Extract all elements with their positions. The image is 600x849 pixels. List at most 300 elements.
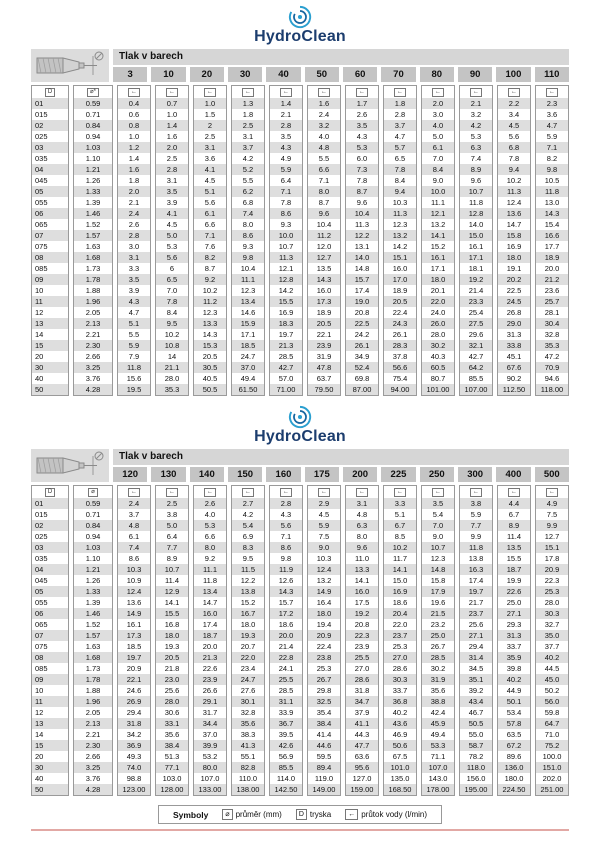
- table-cell: 3.5: [346, 120, 378, 131]
- table-cell: 1.39: [85, 598, 101, 607]
- table-cell: 15.2: [430, 242, 446, 251]
- table-cell: 19.7: [278, 330, 294, 339]
- table-cell: 13.0: [544, 198, 560, 207]
- brand-name: HydroClean: [254, 28, 346, 45]
- table-cell: 11: [32, 696, 68, 707]
- table-cell: 31.1: [270, 696, 302, 707]
- table-cell: 33.8: [498, 340, 530, 351]
- column-cells: [270, 498, 302, 795]
- table-cell: 1.78: [74, 674, 112, 685]
- table-cell: 1.88: [85, 286, 101, 295]
- table-cell: 53.3: [422, 740, 454, 751]
- table-cell: 0.94: [85, 532, 101, 541]
- table-cell: 04: [32, 564, 68, 575]
- table-cell: 27.1: [498, 608, 530, 619]
- table-cell: 6.9: [242, 532, 254, 541]
- table-cell: 18.3: [270, 318, 302, 329]
- table-cell: 1.26: [85, 176, 101, 185]
- table-cell: 5.9: [546, 132, 558, 141]
- table-cell: 075: [35, 642, 48, 651]
- table-cell: 56.0: [536, 696, 568, 707]
- table-cell: 4.28: [74, 784, 112, 795]
- table-cell: 18.5: [232, 340, 264, 351]
- column-cells: [308, 98, 340, 395]
- flow-icon: ←: [280, 488, 292, 497]
- table-cell: 9.9: [470, 532, 482, 541]
- pressure-header-row: [113, 67, 569, 82]
- table-cell: 23.8: [308, 652, 340, 663]
- table-cell: 2.05: [85, 308, 101, 317]
- column-cells: [74, 98, 112, 395]
- table-cell: 15.7: [346, 274, 378, 285]
- flow-icon: ←: [318, 488, 330, 497]
- pressure-header: 30: [228, 67, 262, 82]
- table-cell: 1.21: [74, 164, 112, 175]
- table-cell: 8.9: [166, 554, 178, 563]
- table-cell: 11.1: [232, 274, 264, 285]
- table-cell: 0.59: [74, 98, 112, 109]
- table-cell: 4.7: [128, 308, 140, 317]
- table-cell: 10.3: [316, 554, 332, 563]
- column-icon-cell: [270, 86, 302, 98]
- diameter-icon: ⌀: [222, 809, 232, 820]
- table-cell: 4.3: [280, 510, 292, 519]
- table-cell: 46.9: [392, 730, 408, 739]
- table-cell: 16.6: [536, 230, 568, 241]
- table-cell: 5.1: [118, 318, 150, 329]
- column-icon-cell: [460, 486, 492, 498]
- table-cell: 25.5: [346, 652, 378, 663]
- table-cell: 4.2: [242, 154, 254, 163]
- table-cell: 12.7: [544, 532, 560, 541]
- table-cell: 1.4: [156, 120, 188, 131]
- table-cell: 10.2: [506, 176, 522, 185]
- table-cell: 21.5: [422, 608, 454, 619]
- columns-row: [31, 85, 569, 396]
- table-cell: 55.0: [468, 730, 484, 739]
- table-cell: 065: [35, 220, 48, 229]
- table-cell: 135.0: [390, 774, 410, 783]
- table-cell: 5.6: [156, 252, 188, 263]
- pressure-header: 200: [343, 467, 377, 482]
- table-cell: 1.6: [308, 98, 340, 109]
- table-cell: 2.13: [74, 318, 112, 329]
- table-cell: 19.6: [430, 598, 446, 607]
- table-cell: 14.2: [278, 286, 294, 295]
- table-cell: 67.2: [498, 740, 530, 751]
- table-cell: 5.3: [166, 242, 178, 251]
- table-cell: 1.03: [74, 542, 112, 553]
- table-cell: 0.4: [118, 98, 150, 109]
- table-cell: 114.0: [276, 774, 296, 783]
- table-cell: 1.68: [74, 252, 112, 263]
- table-cell: 14: [167, 352, 177, 361]
- table-cell: 7.4: [232, 208, 264, 219]
- table-cell: 16.9: [384, 586, 416, 597]
- column-pressure-300: [459, 485, 493, 796]
- column-pressure-60: [345, 85, 379, 396]
- table-cell: 10.7: [422, 542, 454, 553]
- column-cells: [384, 98, 416, 395]
- table-cell: 40: [35, 374, 44, 383]
- table-cell: 15.9: [232, 318, 264, 329]
- table-cell: 39.8: [506, 664, 522, 673]
- table-cell: 14.7: [202, 598, 218, 607]
- table-cell: 112.50: [498, 384, 530, 395]
- table-cell: 4.3: [270, 142, 302, 153]
- table-cell: 18.1: [468, 264, 484, 273]
- flow-icon: ←: [345, 809, 358, 820]
- table-cell: 17.8: [544, 554, 560, 563]
- table-cell: 90.2: [506, 374, 522, 383]
- table-cell: 20.4: [384, 608, 416, 619]
- table-cell: 12.9: [156, 586, 188, 597]
- pressure-header: 90: [458, 67, 492, 82]
- table-cell: 3.0: [432, 110, 444, 119]
- table-cell: 136.0: [498, 762, 530, 773]
- table-cell: 26.7: [308, 674, 340, 685]
- column-cells: [118, 98, 150, 395]
- table-cell: 30: [32, 762, 68, 773]
- table-cell: 3.76: [85, 774, 101, 783]
- table-cell: 11.3: [270, 252, 302, 263]
- table-cell: 14.0: [346, 252, 378, 263]
- table-cell: 19.4: [316, 620, 332, 629]
- table-cell: 67.5: [392, 752, 408, 761]
- table-cell: 16.7: [232, 608, 264, 619]
- table-cell: 2.21: [85, 730, 101, 739]
- column-pressure-200: [345, 485, 379, 796]
- table-cell: 1.57: [74, 230, 112, 241]
- table-cell: 3.3: [128, 264, 140, 273]
- table-cell: 45.0: [536, 674, 568, 685]
- swirl-icon: [288, 405, 312, 429]
- table-cell: 11.5: [232, 564, 264, 575]
- table-cell: 7.4: [470, 154, 482, 163]
- table-cell: 94.6: [544, 374, 560, 383]
- table-cell: 8.4: [422, 164, 454, 175]
- table-cell: 82.8: [232, 762, 264, 773]
- table-cell: 29.4: [468, 642, 484, 651]
- table-cell: 39.5: [278, 730, 294, 739]
- table-cell: 17.4: [354, 286, 370, 295]
- table-cell: 11.3: [354, 220, 370, 229]
- table-cell: 15: [32, 740, 68, 751]
- table-cell: 15.0: [460, 230, 492, 241]
- table-cell: 3.1: [242, 132, 254, 141]
- table-cell: 1.57: [74, 630, 112, 641]
- table-cell: 19.2: [460, 274, 492, 285]
- table-cell: 36.8: [384, 696, 416, 707]
- column-diameter: [73, 485, 113, 796]
- column-pressure-160: [269, 485, 303, 796]
- pressure-header: 250: [420, 467, 454, 482]
- table-cell: 107.0: [200, 774, 220, 783]
- table-cell: 4.28: [74, 384, 112, 395]
- table-cell: 2.3: [536, 98, 568, 109]
- table-cell: 8.9: [460, 164, 492, 175]
- table-cell: 168.50: [384, 784, 416, 795]
- table-cell: 5.4: [232, 520, 264, 531]
- table-cell: 16.0: [392, 264, 408, 273]
- table-cell: 4.8: [308, 142, 340, 153]
- table-cell: 16.1: [126, 620, 142, 629]
- table-cell: 89.4: [308, 762, 340, 773]
- pressure-header: 40: [266, 67, 300, 82]
- table-cell: 1.7: [346, 98, 378, 109]
- column-icon-cell: [156, 486, 188, 498]
- table-cell: 23.4: [240, 664, 256, 673]
- table-cell: 3.3: [384, 498, 416, 509]
- table-cell: 2.5: [166, 154, 178, 163]
- table-cell: 63.6: [354, 752, 370, 761]
- table-cell: 14.9: [308, 586, 340, 597]
- table-cell: 10.2: [202, 286, 218, 295]
- pressure-header: 175: [305, 467, 339, 482]
- table-cell: 23.7: [384, 630, 416, 641]
- column-cells: [536, 98, 568, 395]
- table-cell: 11.8: [460, 542, 492, 553]
- column-icon-cell: [74, 486, 112, 498]
- column-icon-cell: [384, 486, 416, 498]
- table-cell: 3.25: [74, 362, 112, 373]
- table-cell: 44.6: [308, 740, 340, 751]
- table-cell: 18.9: [392, 286, 408, 295]
- table-cell: 6: [169, 264, 175, 273]
- table-cell: 22.5: [506, 286, 522, 295]
- table-cell: 19.5: [118, 384, 150, 395]
- table-cell: 5.5: [242, 176, 254, 185]
- table-cell: 0.8: [118, 120, 150, 131]
- table-cell: 26.7: [430, 642, 446, 651]
- column-icon-cell: [536, 486, 568, 498]
- footer-divider: [31, 829, 569, 831]
- table-cell: 42.7: [468, 352, 484, 361]
- table-cell: 15.5: [156, 608, 188, 619]
- pressure-header: 70: [381, 67, 415, 82]
- table-cell: 38.3: [240, 730, 256, 739]
- table-cell: 7.8: [508, 154, 520, 163]
- table-cell: 6.4: [280, 176, 292, 185]
- table-cell: 6.4: [166, 532, 178, 541]
- table-cell: 16.0: [346, 586, 378, 597]
- table-cell: 29.3: [506, 620, 522, 629]
- table-cell: 27.5: [460, 318, 492, 329]
- table-cell: 7.9: [128, 352, 140, 361]
- table-cell: 24.5: [498, 296, 530, 307]
- table-cell: 22.4: [392, 308, 408, 317]
- table-cell: 4.7: [536, 120, 568, 131]
- legend-label: průtok vody (l/min): [361, 810, 428, 819]
- table-cell: 28.5: [278, 352, 294, 361]
- table-cell: 1.46: [74, 208, 112, 219]
- table-cell: 09: [32, 274, 68, 285]
- table-cell: 20.5: [308, 318, 340, 329]
- table-cell: 0.84: [74, 520, 112, 531]
- table-cell: 69.8: [354, 374, 370, 383]
- table-cell: 8.0: [194, 542, 226, 553]
- table-cell: 9.5: [156, 318, 188, 329]
- table-cell: 11: [32, 296, 68, 307]
- table-cell: 6.3: [460, 142, 492, 153]
- table-cell: 18.6: [392, 598, 408, 607]
- table-cell: 27.0: [354, 664, 370, 673]
- table-cell: 085: [35, 264, 48, 273]
- table-cell: 3.7: [128, 510, 140, 519]
- table-cell: 101.0: [384, 762, 416, 773]
- table-cell: 12.1: [422, 208, 454, 219]
- pressure-header-row: [113, 467, 569, 482]
- table-cell: 1.73: [85, 264, 101, 273]
- table-cell: 143.0: [428, 774, 448, 783]
- table-cell: 08: [32, 252, 68, 263]
- table-cell: 9.8: [280, 554, 292, 563]
- column-nozzle-size: [31, 485, 69, 796]
- table-cell: 26.1: [392, 330, 408, 339]
- table-cell: 3.9: [166, 198, 178, 207]
- table-cell: 5.5: [318, 154, 330, 163]
- table-cell: 2.1: [128, 198, 140, 207]
- table-cell: 25.7: [536, 296, 568, 307]
- pressure-table-1: [31, 49, 569, 396]
- table-cell: 11.2: [194, 296, 226, 307]
- column-icon-cell: [308, 86, 340, 98]
- table-cell: 37.8: [392, 352, 408, 361]
- table-cell: 26.9: [118, 696, 150, 707]
- table-cell: 13.8: [468, 554, 484, 563]
- table-cell: 6.6: [308, 164, 340, 175]
- table-cell: 75.2: [536, 740, 568, 751]
- table-cell: 14.0: [468, 220, 484, 229]
- table-cell: 0.84: [74, 120, 112, 131]
- table-cell: 98.8: [126, 774, 142, 783]
- table-cell: 7.0: [422, 520, 454, 531]
- table-cell: 12.3: [240, 286, 256, 295]
- table-cell: 44.9: [506, 686, 522, 695]
- table-cell: 1.46: [74, 608, 112, 619]
- table-cell: 3.5: [156, 186, 188, 197]
- table-cell: 28.6: [392, 664, 408, 673]
- table-cell: 1.39: [85, 198, 101, 207]
- table-cell: 9.6: [308, 208, 340, 219]
- table-cell: 11.8: [536, 186, 568, 197]
- table-header-area: [113, 449, 569, 482]
- table-cell: 12.3: [430, 554, 446, 563]
- table-cell: 6.1: [194, 208, 226, 219]
- table-cell: 4.9: [536, 498, 568, 509]
- table-cell: 03: [32, 142, 68, 153]
- table-cell: 67.6: [498, 362, 530, 373]
- table-cell: 2.4: [118, 498, 150, 509]
- table-cell: 5.5: [128, 330, 140, 339]
- table-cell: 11.3: [384, 208, 416, 219]
- table-cell: 19.7: [460, 586, 492, 597]
- table-cell: 2.13: [74, 718, 112, 729]
- column-cells: [118, 498, 150, 795]
- table-cell: 2.8: [118, 230, 150, 241]
- column-nozzle-size: [31, 85, 69, 396]
- table-cell: 35.0: [536, 630, 568, 641]
- table-cell: 5.3: [346, 142, 378, 153]
- table-cell: 22.1: [118, 674, 150, 685]
- column-cells: [232, 98, 264, 395]
- table-cell: 30.3: [384, 674, 416, 685]
- table-cell: 63.7: [316, 374, 332, 383]
- table-cell: 33.7: [392, 686, 408, 695]
- legend-label: tryska: [309, 810, 332, 819]
- table-cell: 14.8: [354, 264, 370, 273]
- column-icon-cell: [74, 86, 112, 98]
- table-cell: 7.1: [318, 176, 330, 185]
- table-cell: 149.00: [308, 784, 340, 795]
- table-title: Tlak v barech: [113, 449, 569, 465]
- table-cell: 13: [32, 718, 68, 729]
- table-cell: 3.25: [74, 762, 112, 773]
- column-pressure-175: [307, 485, 341, 796]
- table-cell: 4.9: [280, 154, 292, 163]
- table-cell: 42.6: [270, 740, 302, 751]
- table-cell: 25.3: [392, 642, 408, 651]
- table-cell: 31.8: [118, 718, 150, 729]
- table-cell: 13.2: [384, 230, 416, 241]
- table-cell: 1.96: [74, 296, 112, 307]
- table-cell: 4.2: [460, 120, 492, 131]
- table-cell: 40.5: [202, 374, 218, 383]
- table-cell: 20.0: [544, 264, 560, 273]
- table-cell: 36.9: [118, 740, 150, 751]
- table-cell: 30.3: [536, 608, 568, 619]
- table-cell: 2.66: [85, 752, 101, 761]
- legend-item-diameter: [222, 809, 281, 820]
- column-icon-cell: [384, 86, 416, 98]
- pressure-header: 130: [151, 467, 185, 482]
- table-cell: 85.5: [270, 762, 302, 773]
- column-icon-cell: [118, 486, 150, 498]
- pressure-header: 60: [343, 67, 377, 82]
- column-pressure-100: [497, 85, 531, 396]
- table-cell: 4.5: [204, 176, 216, 185]
- table-cell: 1.68: [74, 652, 112, 663]
- table-cell: 8.9: [498, 520, 530, 531]
- table-cell: 14.1: [354, 576, 370, 585]
- nozzle-drawing: [31, 449, 109, 482]
- column-pressure-90: [459, 85, 493, 396]
- table-cell: 8.3: [232, 542, 264, 553]
- table-cell: 13.3: [346, 564, 378, 575]
- table-cell: 151.0: [536, 762, 568, 773]
- table-cell: 21.7: [468, 598, 484, 607]
- table-cell: 17.1: [460, 252, 492, 263]
- table-cell: 20: [35, 352, 44, 361]
- table-cell: 24.2: [354, 330, 370, 339]
- table-cell: 8.6: [232, 230, 264, 241]
- table-cell: 23.9: [194, 674, 226, 685]
- table-cell: 7.8: [356, 176, 368, 185]
- table-cell: 31.9: [316, 352, 332, 361]
- table-cell: 22.3: [544, 576, 560, 585]
- table-cell: 025: [35, 132, 48, 141]
- column-cells: [422, 498, 454, 795]
- table-cell: 14.9: [118, 608, 150, 619]
- table-cell: 11.0: [354, 554, 370, 563]
- table-cell: 55.1: [240, 752, 256, 761]
- table-cell: 33.9: [278, 708, 294, 717]
- table-cell: 8.5: [394, 532, 406, 541]
- table-cell: 10.4: [240, 264, 256, 273]
- pressure-header: 150: [228, 467, 262, 482]
- table-cell: 10.3: [118, 564, 150, 575]
- table-cell: 18.6: [278, 620, 294, 629]
